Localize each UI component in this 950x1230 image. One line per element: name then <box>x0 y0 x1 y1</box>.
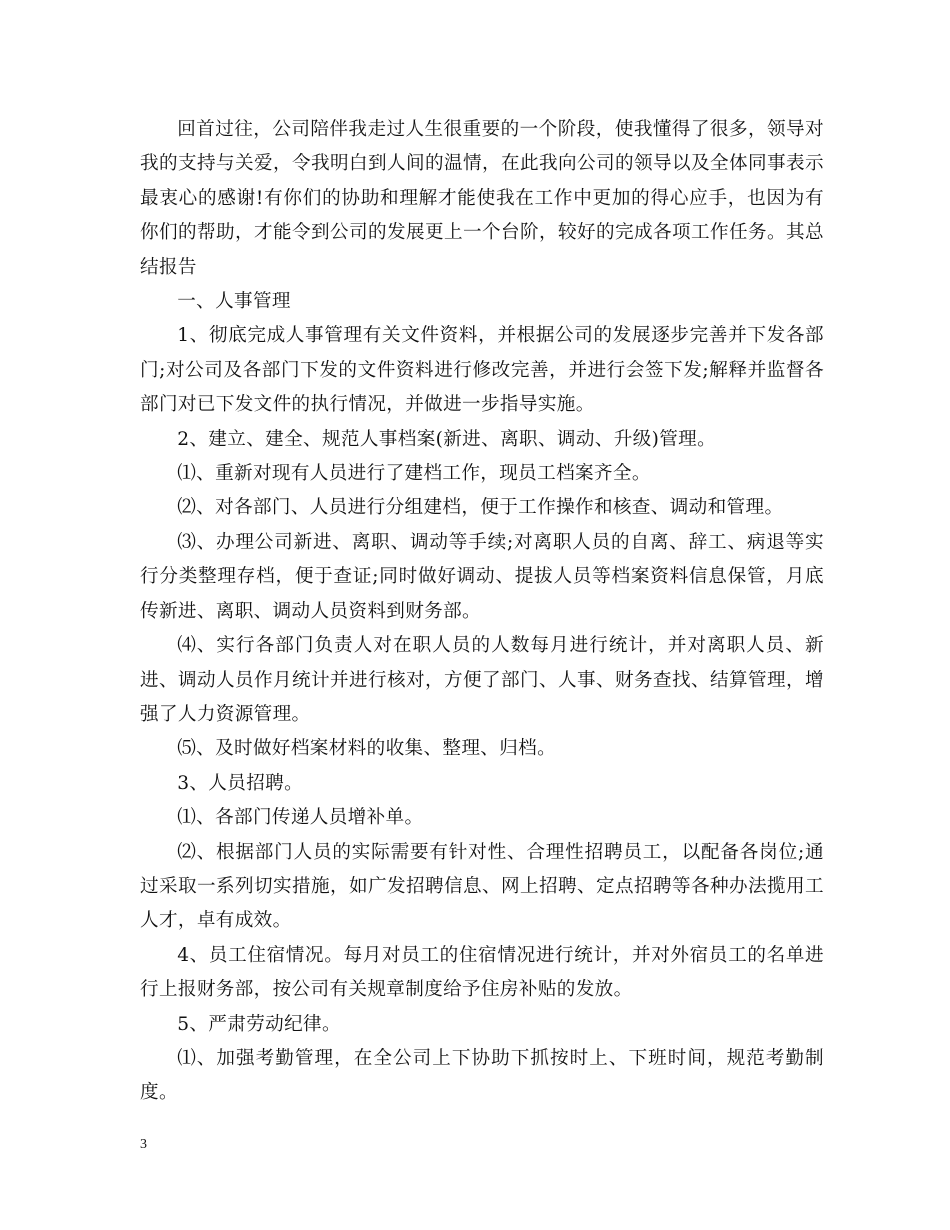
paragraph-subitem-2-4: ⑷、实行各部门负责人对在职人员的人数每月进行统计，并对离职人员、新进、调动人员作月统计并进行核对，方便了部门、人事、财务查找、结算管理，增强了人力资源管理。 <box>140 635 824 725</box>
document-body <box>140 113 824 1111</box>
paragraph-subitem-3-2: ⑵、根据部门人员的实际需要有针对性、合理性招聘员工，以配备各岗位;通过采取一系列切实措施，如广发招聘信息、网上招聘、定点招聘等各种办法揽用工人才，卓有成效。 <box>140 841 824 932</box>
paragraph-intro: 回首过往，公司陪伴我走过人生很重要的一个阶段，使我懂得了很多，领导对我的支持与关爱，令我明白到人间的温情，在此我向公司的领导以及全体同事表示最衷心的感谢!有你们的协助和理解才能使我在工作中更加的得心应手，也因为有你们的帮助，才能令到公司的发展更上一个台阶，较好的完成各项工作任务。其总结报告 <box>140 119 824 278</box>
paragraph-item-3: 3、人员招聘。 <box>177 772 304 794</box>
page-number: 3 <box>140 1137 147 1152</box>
paragraph-item-2: 2、建立、建全、规范人事档案(新进、离职、调动、升级)管理。 <box>177 428 717 450</box>
heading-personnel-management: 一、人事管理 <box>177 291 291 313</box>
paragraph-subitem-3-1: ⑴、各部门传递人员增补单。 <box>177 807 424 829</box>
paragraph-item-4: 4、员工住宿情况。每月对员工的住宿情况进行统计，并对外宿员工的名单进行上报财务部，按公司有关规章制度给予住房补贴的发放。 <box>140 944 824 1001</box>
paragraph-subitem-2-2: ⑵、对各部门、人员进行分组建档，便于工作操作和核查、调动和管理。 <box>177 497 784 519</box>
paragraph-item-5: 5、严肃劳动纪律。 <box>177 1013 341 1035</box>
paragraph-item-1: 1、彻底完成人事管理有关文件资料，并根据公司的发展逐步完善并下发各部门;对公司及各部门下发的文件资料进行修改完善，并进行会签下发;解释并监督各部门对已下发文件的执行情况，并做进一步指导实施。 <box>140 325 824 416</box>
paragraph-subitem-5-1: ⑴、加强考勤管理，在全公司上下协助下抓按时上、下班时间，规范考勤制度。 <box>140 1047 824 1104</box>
paragraph-subitem-2-3: ⑶、办理公司新进、离职、调动等手续;对离职人员的自离、辞工、病退等实行分类整理存档，便于查证;同时做好调动、提拔人员等档案资料信息保管，月底传新进、离职、调动人员资料到财务部。 <box>140 531 824 622</box>
paragraph-subitem-2-1: ⑴、重新对现有人员进行了建档工作，现员工档案齐全。 <box>177 463 651 485</box>
paragraph-subitem-2-5: ⑸、及时做好档案材料的收集、整理、归档。 <box>177 738 557 760</box>
